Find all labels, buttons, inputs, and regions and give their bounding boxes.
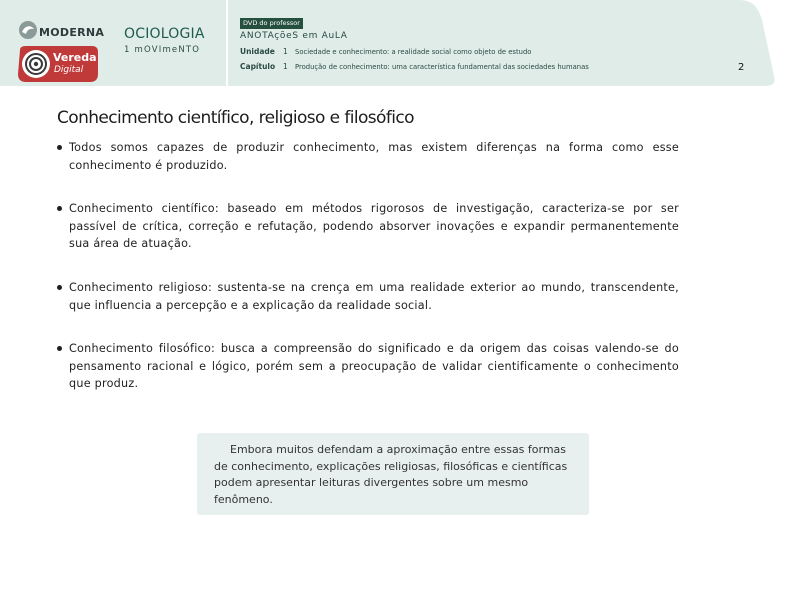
chapter-title: Produção de conhecimento: uma característica fundamental das sociedades humanas (295, 63, 589, 71)
bullet-icon (57, 285, 62, 290)
unit-number: 1 (283, 47, 288, 56)
bullet-icon (57, 346, 62, 351)
moderna-logo-icon (18, 20, 38, 40)
unit-label: Unidade (240, 47, 275, 56)
bullet-list (57, 139, 679, 393)
subject-title: OCIOLOGIA (124, 26, 205, 42)
chapter-number: 1 (283, 62, 288, 71)
bullet-text: Conhecimento científico: baseado em métodos rigorosos de investigação, caracteriza-se por ser passível de crítica, correção e refutação, podendo absorver inovações e expandir permanentemente sua área de atuação. (69, 202, 679, 251)
header-band (0, 0, 780, 86)
bullet-text: Todos somos capazes de produzir conhecimento, mas existem diferenças na forma como esse conhecimento é produzido. (69, 141, 679, 172)
bullet-item (57, 200, 679, 253)
quote-text: Embora muitos defendam a aproximação entre essas formas de conhecimento, explicações religiosas, filosóficas e científicas podem apresentar leituras divergentes sobre um mesmo fenômeno. (214, 443, 568, 506)
dvd-badge: DVD do professor (240, 18, 303, 29)
grade-label: 1 mOVImeNTO (124, 45, 201, 55)
bullet-text: Conhecimento religioso: sustenta-se na crença em uma realidade exterior ao mundo, transcendente, que influencia a percepção e a explicação da realidade social. (69, 280, 679, 312)
digital-label: Digital (54, 65, 84, 75)
unit-title: Sociedade e conhecimento: a realidade social como objeto de estudo (295, 48, 532, 56)
moderna-logo (18, 20, 105, 44)
bullet-item (57, 340, 679, 393)
vereda-label: Vereda (53, 51, 97, 64)
publisher-name: MODERNA (39, 26, 105, 39)
vereda-logo-icon (14, 44, 100, 84)
vereda-digital-logo (14, 44, 100, 84)
quote-box (197, 433, 589, 515)
bullet-item (57, 279, 679, 314)
page-number: 2 (738, 62, 745, 73)
slide-title: Conhecimento científico, religioso e filosófico (57, 108, 414, 128)
header-background (0, 0, 780, 86)
bullet-item (57, 139, 679, 174)
chapter-label: Capítulo (240, 62, 276, 71)
notes-label: ANOTAçõeS em AuLA (240, 31, 348, 41)
bullet-icon (57, 206, 62, 211)
bullet-text: Conhecimento filosófico: busca a compreensão do significado e da origem das coisas valendo-se do pensamento racional e lógico, porém sem a preocupação de validar cientificamente o conhecimento que produz. (69, 342, 679, 391)
bullet-icon (57, 145, 62, 150)
